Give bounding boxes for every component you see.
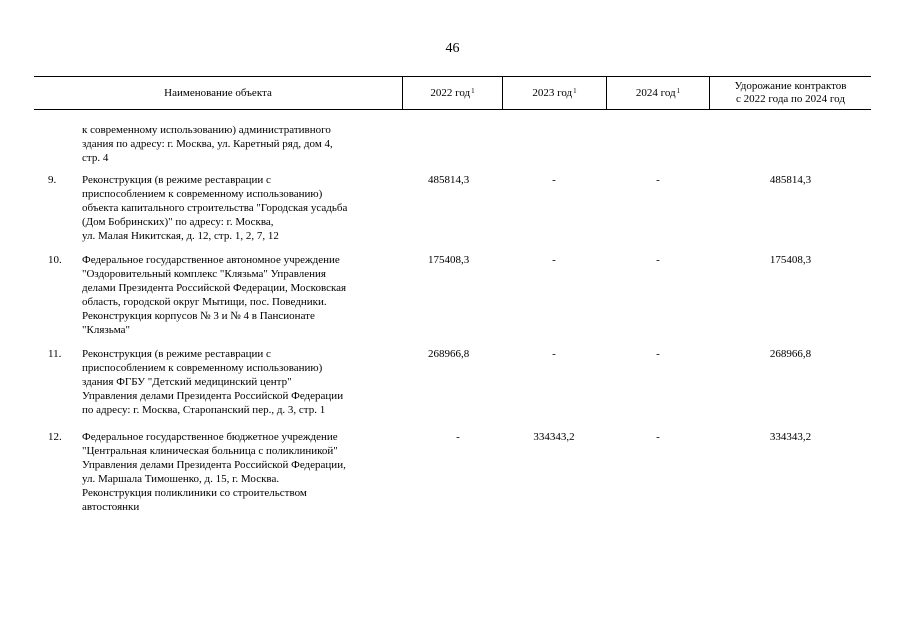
object-name-line: по адресу: г. Москва, Старопанский пер., д. 3, стр. 1 xyxy=(82,404,326,416)
object-name xyxy=(82,347,402,417)
value-2022: 485814,3 xyxy=(428,174,470,186)
object-name-line: автостоянки xyxy=(82,501,140,513)
object-name-line: "Центральная клиническая больница с поликлиникой" xyxy=(82,445,338,457)
value-2022: 175408,3 xyxy=(428,254,470,266)
header-increase-line1: Удорожание контрактов xyxy=(734,80,847,92)
table-row xyxy=(34,123,871,165)
footnote-mark-2022: 1 xyxy=(471,86,475,95)
header-2023 xyxy=(502,77,606,109)
header-name-label: Наименование объекта xyxy=(164,86,272,99)
object-name-line: объекта капитального строительства "Городская усадьба xyxy=(82,202,348,214)
header-increase-line2: с 2022 года по 2024 год xyxy=(736,93,845,105)
value-2024: - xyxy=(656,348,660,360)
object-name xyxy=(82,253,402,337)
value-increase: 485814,3 xyxy=(769,174,812,186)
table-row xyxy=(34,430,871,514)
object-name-line: Реконструкция поликлиники со строительством xyxy=(82,487,307,499)
footnote-mark-2024: 1 xyxy=(676,86,681,95)
value-2024: - xyxy=(656,254,660,266)
objects-table xyxy=(34,76,871,513)
value-2024: - xyxy=(656,174,660,186)
object-name-line: ул. Малая Никитская, д. 12, стр. 1, 2, 7, 12 xyxy=(82,230,279,242)
header-increase xyxy=(710,77,871,109)
object-name-line: Реконструкция корпусов № 3 и № 4 в Пансионате xyxy=(82,310,315,322)
value-2024: - xyxy=(656,431,660,443)
object-name xyxy=(82,123,402,165)
object-name-line: приспособлением к современному использованию) xyxy=(82,188,323,200)
table-header xyxy=(34,76,871,110)
table-row xyxy=(34,347,871,417)
value-2023: - xyxy=(552,174,556,186)
value-increase: 268966,8 xyxy=(769,348,812,360)
object-name-line: ул. Маршала Тимошенко, д. 15, г. Москва. xyxy=(82,473,280,485)
object-name-line: Управления делами Президента Российской Федерации xyxy=(82,390,344,402)
header-name xyxy=(34,77,402,109)
value-increase: 334343,2 xyxy=(769,431,812,443)
object-name-line: (Дом Бобринских)" по адресу: г. Москва, xyxy=(82,216,274,228)
row-number: 9. xyxy=(48,174,57,186)
object-name-line: Реконструкция (в режиме реставрации с xyxy=(82,348,271,360)
value-2022: 268966,8 xyxy=(428,348,470,360)
header-2022 xyxy=(402,77,502,109)
object-name-line: делами Президента Российской Федерации, Московская xyxy=(82,282,347,294)
header-2024 xyxy=(606,77,710,109)
object-name-line: "Клязьма" xyxy=(82,324,130,336)
object-name-line: Федеральное государственное бюджетное учреждение xyxy=(82,431,338,443)
value-increase: 175408,3 xyxy=(769,254,812,266)
table-row xyxy=(34,173,871,243)
object-name-line: к современному использованию) административного xyxy=(82,124,331,136)
row-number: 10. xyxy=(48,254,62,266)
page-number: 46 xyxy=(445,41,460,56)
object-name-line: Управления делами Президента Российской Федерации, xyxy=(82,459,346,471)
object-name-line: стр. 4 xyxy=(82,152,109,164)
row-number: 12. xyxy=(48,431,62,443)
footnote-mark-2023: 1 xyxy=(573,86,577,95)
object-name xyxy=(82,430,402,514)
row-number: 11. xyxy=(48,348,62,360)
object-name-line: приспособлением к современному использованию) xyxy=(82,362,323,374)
object-name-line: область, городской округ Мытищи, пос. Поведники. xyxy=(82,296,327,308)
object-name-line: здания ФГБУ "Детский медицинский центр" xyxy=(82,376,292,388)
table-row xyxy=(34,253,871,337)
header-2022-label: 2022 год xyxy=(430,86,471,99)
object-name-line: "Оздоровительный комплекс "Клязьма" Управления xyxy=(82,268,326,280)
header-2024-label: 2024 год xyxy=(635,86,676,99)
value-2023: - xyxy=(552,254,556,266)
object-name-line: Федеральное государственное автономное учреждение xyxy=(82,254,340,266)
object-name xyxy=(82,173,402,243)
header-2023-label: 2023 год xyxy=(532,86,573,99)
value-2022: - xyxy=(456,431,460,443)
object-name-line: здания по адресу: г. Москва, ул. Каретный ряд, дом 4, xyxy=(82,138,333,150)
object-name-line: Реконструкция (в режиме реставрации с xyxy=(82,174,271,186)
value-2023: - xyxy=(552,348,556,360)
value-2023: 334343,2 xyxy=(533,431,575,443)
